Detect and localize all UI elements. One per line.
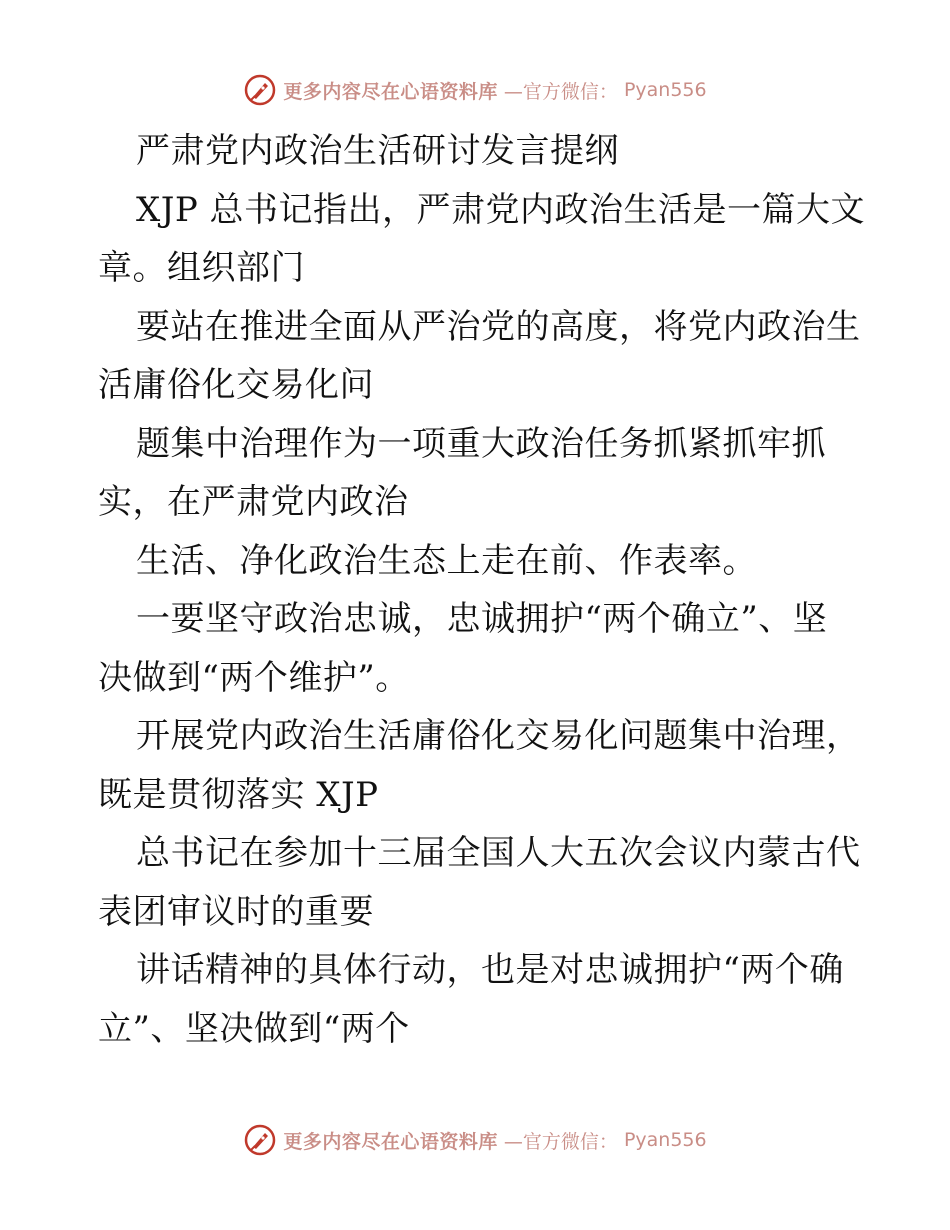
header-watermark-banner (0, 70, 950, 110)
text-line: 讲话精神的具体行动，也是对忠诚拥护“两个确 (136, 950, 844, 990)
text-line: 生活、净化政治生态上走在前、作表率。 (136, 540, 757, 581)
banner-wechat-id: Pyan556 (623, 1129, 707, 1151)
text-line: 要站在推进全面从严治党的高度，将党内政治生 (136, 306, 861, 347)
document-title: 严肃党内政治生活研讨发言提纲 (136, 131, 619, 171)
banner-separator: —官方微信： (503, 1130, 618, 1153)
text-line: 活庸俗化交易化问 (98, 365, 374, 405)
text-line: 章。组织部门 (98, 248, 305, 288)
document-body (98, 122, 866, 1058)
text-line: 表团审议时的重要 (98, 891, 374, 932)
text-line: 立”、坚决做到“两个 (98, 1008, 410, 1049)
text-line: 题集中治理作为一项重大政治任务抓紧抓牢抓 (136, 423, 826, 464)
pen-nib-seal-icon (243, 73, 277, 107)
banner-separator: —官方微信： (503, 80, 618, 103)
text-line: 实，在严肃党内政治 (98, 482, 409, 522)
banner-text: 更多内容尽在心语资料库 (283, 1130, 498, 1153)
banner-text: 更多内容尽在心语资料库 (283, 80, 498, 103)
text-line: 既是贯彻落实 XJP (98, 774, 379, 815)
footer-watermark-banner (0, 1120, 950, 1160)
pen-nib-seal-icon (243, 1123, 277, 1157)
banner-wechat-id: Pyan556 (623, 79, 707, 101)
text-line: 一要坚守政治忠诚，忠诚拥护“两个确立”、坚 (136, 599, 828, 639)
text-line: 总书记在参加十三届全国人大五次会议内蒙古代 (136, 833, 861, 873)
text-line: XJP 总书记指出，严肃党内政治生活是一篇大文 (136, 189, 866, 230)
text-line: 决做到“两个维护”。 (98, 657, 410, 698)
text-line: 开展党内政治生活庸俗化交易化问题集中治理， (136, 716, 861, 756)
